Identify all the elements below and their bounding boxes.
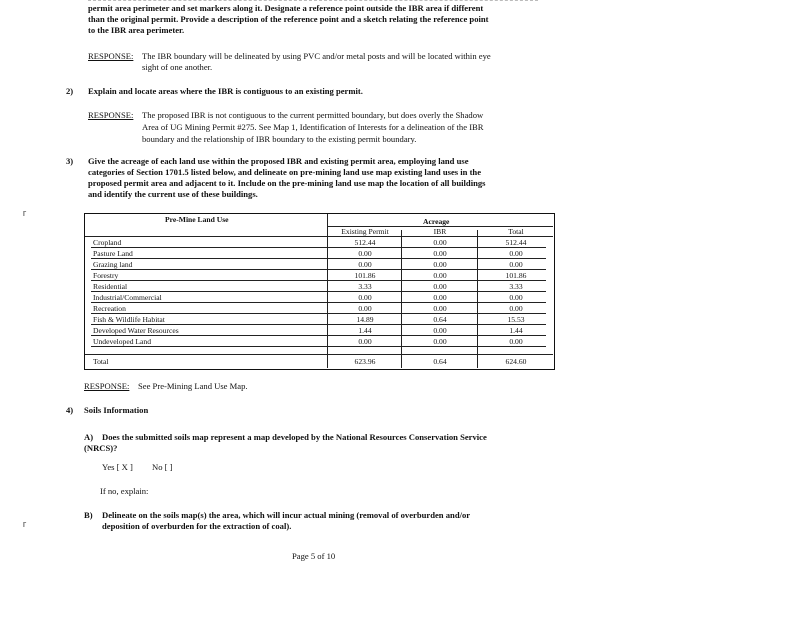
row-underline: [91, 269, 546, 270]
top-cutoff-line: [88, 0, 538, 1]
row-ibr: 0.64: [433, 315, 447, 324]
question-3-line-2: categories of Section 1701.5 listed below, and delineate on pre-mining land use map existing land uses in the: [88, 167, 482, 177]
row-total: 1.44: [509, 326, 523, 335]
response-1-line-1: The IBR boundary will be delineated by using PVC and/or metal posts and will be located within eye: [142, 51, 491, 61]
question-b-letter: B): [84, 510, 93, 520]
row-ibr: 0.00: [433, 238, 447, 247]
table-divider-v2: [401, 230, 402, 368]
total-existing: 623.96: [354, 357, 376, 366]
table-divider-v3: [477, 230, 478, 368]
row-underline: [91, 247, 546, 248]
response-2-line-3: boundary and the relationship of IBR boundary to the existing permit boundary.: [142, 134, 417, 144]
row-underline: [91, 258, 546, 259]
row-land-use: Fish & Wildlife Habitat: [93, 315, 165, 324]
land-use-table: [84, 213, 555, 370]
question-2-text: Explain and locate areas where the IBR is contiguous to an existing permit.: [88, 86, 363, 96]
response-2-label: RESPONSE:: [88, 110, 134, 120]
row-total: 101.86: [505, 271, 527, 280]
question-4-number: 4): [66, 405, 74, 415]
row-land-use: Pasture Land: [93, 249, 133, 258]
row-land-use: Forestry: [93, 271, 119, 280]
header-existing-permit: Existing Permit: [341, 227, 389, 236]
question-a-line-1: Does the submitted soils map represent a map developed by the National Resources Conservation Service: [102, 432, 487, 442]
row-total: 0.00: [509, 337, 523, 346]
response-3-label: RESPONSE:: [84, 381, 130, 391]
table-header-line-2: [85, 236, 553, 237]
row-existing: 0.00: [358, 249, 372, 258]
row-existing: 0.00: [358, 304, 372, 313]
intro-line-2: than the original permit. Provide a description of the reference point and a sketch relating the reference point: [88, 14, 489, 24]
total-total: 624.60: [505, 357, 527, 366]
row-land-use: Cropland: [93, 238, 122, 247]
header-acreage: Acreage: [423, 217, 450, 226]
header-ibr: IBR: [433, 227, 447, 236]
question-4-text: Soils Information: [84, 405, 149, 415]
row-total: 512.44: [505, 238, 527, 247]
row-ibr: 0.00: [433, 304, 447, 313]
response-1-line-2: sight of one another.: [142, 62, 213, 72]
row-total: 0.00: [509, 260, 523, 269]
row-total: 0.00: [509, 293, 523, 302]
response-1-label: RESPONSE:: [88, 51, 134, 61]
header-land-use: Pre-Mine Land Use: [165, 215, 229, 224]
header-total: Total: [508, 227, 524, 236]
if-no-explain-label: If no, explain:: [100, 486, 149, 496]
question-3-line-3: proposed permit area and adjacent to it. Include on the pre-mining land use map the location of all buildings: [88, 178, 486, 188]
question-b-line-1: Delineate on the soils map(s) the area, which will incur actual mining (removal of overburden and/or: [102, 510, 471, 520]
response-2-line-2: Area of UG Mining Permit #275. See Map 1, Identification of Interests for a delineation of the IBR: [142, 122, 484, 132]
row-ibr: 0.00: [433, 271, 447, 280]
row-underline: [91, 291, 546, 292]
row-underline: [91, 280, 546, 281]
row-existing: 512.44: [354, 238, 376, 247]
question-3-number: 3): [66, 156, 74, 166]
row-ibr: 0.00: [433, 326, 447, 335]
row-land-use: Recreation: [93, 304, 126, 313]
question-2-number: 2): [66, 86, 74, 96]
row-existing: 1.44: [358, 326, 372, 335]
row-existing: 3.33: [358, 282, 372, 291]
row-ibr: 0.00: [433, 249, 447, 258]
total-row-top-line: [85, 354, 553, 355]
row-existing: 14.89: [356, 315, 374, 324]
row-total: 3.33: [509, 282, 523, 291]
question-a-line-2: (NRCS)?: [84, 443, 118, 453]
row-ibr: 0.00: [433, 282, 447, 291]
row-land-use: Residential: [93, 282, 128, 291]
no-checkbox[interactable]: No [ ]: [152, 462, 173, 472]
intro-line-1: permit area perimeter and set markers along it. Designate a reference point outside the IBR area if different: [88, 3, 484, 13]
margin-mark-bottom: ⸢: [22, 521, 28, 537]
row-existing: 0.00: [358, 337, 372, 346]
margin-mark-top: ⸢: [22, 210, 28, 226]
row-ibr: 0.00: [433, 260, 447, 269]
question-3-line-1: Give the acreage of each land use within the proposed IBR and existing permit area, employing land use: [88, 156, 469, 166]
response-3-text: See Pre-Mining Land Use Map.: [138, 381, 248, 391]
yes-checkbox[interactable]: Yes [ X ]: [102, 462, 133, 472]
row-existing: 101.86: [354, 271, 376, 280]
row-existing: 0.00: [358, 260, 372, 269]
total-label: Total: [93, 357, 109, 366]
row-total: 0.00: [509, 304, 523, 313]
row-underline: [91, 302, 546, 303]
response-2-line-1: The proposed IBR is not contiguous to the current permitted boundary, but does overly the Shadow: [142, 110, 484, 120]
row-ibr: 0.00: [433, 293, 447, 302]
row-land-use: Industrial/Commercial: [93, 293, 162, 302]
total-ibr: 0.64: [433, 357, 447, 366]
row-total: 0.00: [509, 249, 523, 258]
intro-line-3: to the IBR area perimeter.: [88, 25, 185, 35]
row-land-use: Undeveloped Land: [93, 337, 151, 346]
row-existing: 0.00: [358, 293, 372, 302]
row-ibr: 0.00: [433, 337, 447, 346]
row-underline: [91, 324, 546, 325]
page-number: Page 5 of 10: [292, 551, 336, 561]
row-underline: [91, 346, 546, 347]
question-a-letter: A): [84, 432, 94, 442]
row-land-use: Developed Water Resources: [93, 326, 179, 335]
row-underline: [91, 335, 546, 336]
row-total: 15.53: [507, 315, 525, 324]
row-land-use: Grazing land: [93, 260, 133, 269]
question-3-line-4: and identify the current use of these buildings.: [88, 189, 258, 199]
row-underline: [91, 313, 546, 314]
question-b-line-2: deposition of overburden for the extraction of coal).: [102, 521, 292, 531]
